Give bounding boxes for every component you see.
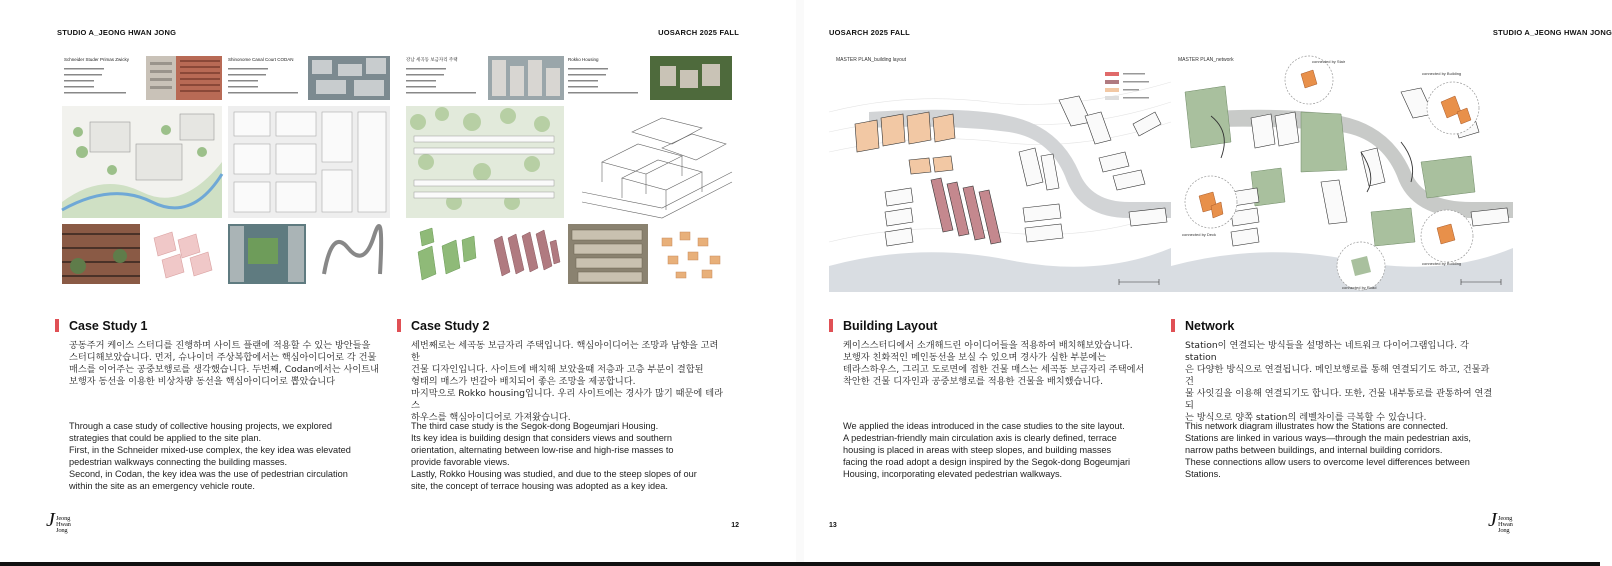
case-study-collage — [62, 52, 734, 288]
page-number: 12 — [731, 522, 739, 529]
codan-photo — [308, 56, 390, 100]
accent-bar — [829, 319, 833, 332]
rokko-photo — [650, 56, 732, 100]
schneider-mass-diagram — [146, 224, 222, 284]
segok-site-plan — [406, 106, 564, 218]
network-label-building-2: connected by Building — [1422, 261, 1462, 266]
case-study-1-english-text: Through a case study of collective housing projects, we explored strategies that could be applied to the site plan. First, in the Schneider mixed-use complex, the key idea was elevated pedestrian walkways connecting the building masses. Second, in Codan, the key idea was the use of pedestrian circulation within the site as an emergency vehicle route. — [69, 421, 351, 491]
rokko-info — [568, 68, 638, 94]
case-study-1-section — [55, 318, 385, 491]
rokko-label: Rokko Housing — [568, 57, 599, 62]
building-layout-english-text: We applied the ideas introduced in the case studies to the site layout. A pedestrian-friendly main circulation axis is clearly defined, terrace housing is placed in areas with steep slopes, and building masses facing the road adopt a design inspired by the Segok-dong Bogeumjari Housing, incorporating elevated pedestrian walkways. — [843, 421, 1131, 479]
building-layout-korean-text: 케이스스터디에서 소개해드린 아이디어들을 적용하여 배치해보았습니다. 보행자 친화적인 메인동선을 보실 수 있으며 경사가 심한 부분에는 테라스하우스, 그리고 도로면에 접한 건물 매스는 세곡동 보금자리 주택에서 착안한 건물 디자인과 공중보행로를 적용한 건물을 배치했습니다. — [843, 340, 1145, 387]
accent-bar — [397, 319, 401, 332]
network-label-building: connected by Building — [1422, 71, 1462, 76]
building-layout-section — [829, 318, 1159, 479]
case-study-2-title: Case Study 2 — [397, 318, 727, 334]
codan-path-diagram — [312, 224, 390, 284]
bottom-border — [0, 562, 1600, 566]
rokko-terrace-diagram — [652, 224, 732, 284]
studio-logo: J Jeong Hwan Jong — [46, 509, 71, 535]
segok-photo — [488, 56, 564, 100]
network-title: Network — [1171, 318, 1501, 334]
rokko-photo-2 — [568, 224, 648, 284]
codan-info — [228, 68, 298, 94]
schneider-label: Schneider Studer Primas Zwicky — [64, 57, 130, 62]
network-label-stair: connected by Stair — [1312, 59, 1346, 64]
codan-site-plan — [228, 106, 390, 218]
left-page — [0, 0, 796, 562]
studio-logo: J Jeong Hwan Jong — [1488, 509, 1513, 535]
case-study-1-title: Case Study 1 — [55, 318, 385, 334]
accent-bar — [1171, 319, 1175, 332]
segok-mass-diagram — [486, 224, 564, 284]
header-course: UOSARCH 2025 FALL — [658, 28, 739, 37]
master-plan-network — [1171, 52, 1513, 292]
spread-gutter — [796, 0, 804, 562]
case-study-2-english-text: The third case study is the Segok-dong Bogeumjari Housing. Its key idea is building design that considers views and southern orientation, alternating between low-rise and high-rise masses to provide favorable views. Lastly, Rokko Housing was studied, and due to the steep slopes of our site, the concept of terrace housing was adopted as a key idea. — [411, 421, 697, 491]
right-page — [804, 0, 1612, 562]
schneider-photo — [146, 56, 222, 100]
network-korean-text: Station이 연결되는 방식들을 설명하는 네트워크 다이어그램입니다. 각 station 은 다양한 방식으로 연결됩니다. 메인보행로를 통해 연결되기도 하고, 건물과 건 물 사잇길을 이용해 연결되기도 합니다. 또한, 건물 내부통로를 관통하여 연결되 는 방식으로 양쪽 station의 레벨차이를 극복할 수 있습니다. — [1185, 340, 1493, 423]
master-plan-building-layout — [829, 52, 1171, 292]
plan-label-building-layout: MASTER PLAN_building layout — [836, 57, 907, 63]
segok-info — [406, 68, 476, 94]
segok-label: 강남 세곡동 보금자리 주택 — [406, 57, 458, 62]
header-course: UOSARCH 2025 FALL — [829, 28, 910, 37]
rokko-axonometric — [570, 106, 732, 218]
case-study-2-section — [397, 318, 727, 491]
codan-label: Shinonome Canal Court CODAN — [228, 57, 294, 62]
segok-green-diagram — [406, 224, 482, 284]
header-studio: STUDIO A_JEONG HWAN JONG — [57, 28, 177, 37]
schneider-photo-2 — [62, 224, 140, 284]
network-label-deck: connected by Deck — [1182, 232, 1217, 237]
building-layout-title: Building Layout — [829, 318, 1159, 334]
codan-photo-2 — [228, 224, 306, 284]
accent-bar — [55, 319, 59, 332]
case-study-1-korean-text: 공동주거 케이스 스터디를 진행하며 사이트 플랜에 적용할 수 있는 방안들을 스터디해보았습니다. 먼저, 슈나이더 주상복합에서는 핵심아이디어로 각 건물 매스를 이어주는 공중보행로를 생각했습니다. 두번째, Codan에서는 사이트내 보행자 동선을 이용한 비상차량 동선을 핵심아이디어로 뽑았습니다 — [69, 340, 380, 387]
schneider-site-plan — [62, 106, 222, 218]
network-label-road: connected by Road — [1342, 285, 1377, 290]
case-study-2-korean-text: 세번째로는 세곡동 보금자리 주택입니다. 핵심아이디어는 조망과 남향을 고려한 건물 디자인입니다. 사이트에 배치해 보았을때 저층과 고층 부분이 결합된 형태의 매스가 번갈아 배치되어 좋은 조망을 제공합니다. 마지막으로 Rokko housing입니다. 우리 사이트에는 경사가 많기 때문에 테라스 하우스를 핵심아이디어로 가져왔습니다. — [411, 340, 723, 423]
network-section — [1171, 318, 1501, 479]
header-studio: STUDIO A_JEONG HWAN JONG — [1492, 28, 1612, 37]
page-number: 13 — [829, 522, 837, 529]
plan-label-network: MASTER PLAN_network — [1178, 57, 1234, 63]
network-english-text: This network diagram illustrates how the Stations are connected. Stations are linked in various ways—through the main pedestrian axis, narrow paths between buildings, and internal building corridors. These connections allow users to overcome level differences between Stations. — [1185, 421, 1471, 479]
